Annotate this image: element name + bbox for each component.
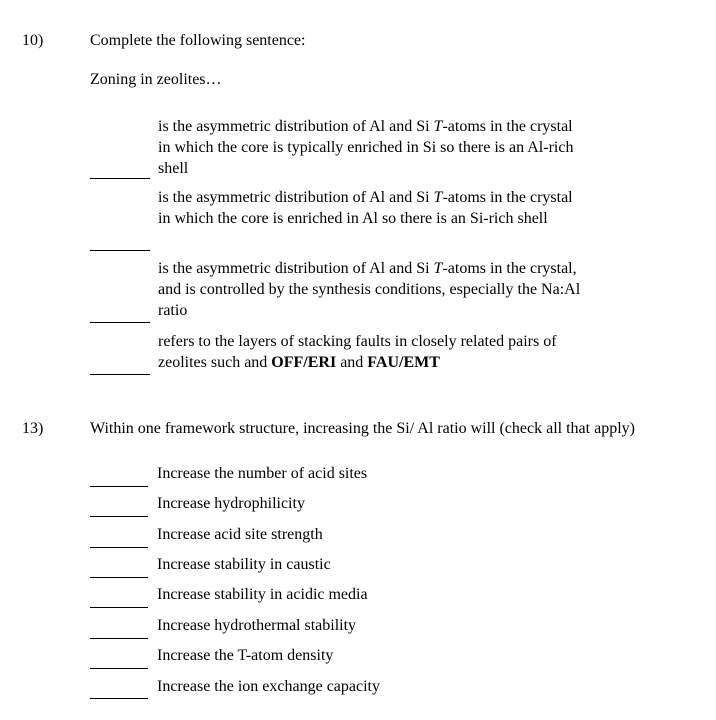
q13-answer-blank-1[interactable] [90, 486, 148, 487]
option-text: is the asymmetric distribution of Al and Si [158, 118, 434, 135]
q10-option-1 [158, 116, 588, 179]
option-text: is the asymmetric distribution of Al and Si [158, 189, 434, 206]
q13-answer-blank-6[interactable] [90, 638, 148, 639]
q13-answer-blank-8[interactable] [90, 698, 148, 699]
q10-option-4 [158, 331, 558, 373]
q13-item-7: Increase the T-atom density [157, 647, 334, 664]
bold-term: OFF/ERI [271, 354, 337, 371]
italic-t: T [433, 260, 443, 277]
q13-item-1: Increase the number of acid sites [157, 465, 368, 482]
q10-option-3 [158, 258, 588, 321]
option-text: -atoms in the crystal in which the core is enriched in Al so there is an Si-rich shell [158, 189, 573, 227]
q10-answer-blank-1[interactable] [90, 178, 150, 179]
q13-answer-blank-3[interactable] [90, 547, 148, 548]
q13-item-5: Increase stability in acidic media [157, 586, 368, 603]
option-text: is the asymmetric distribution of Al and Si [158, 260, 434, 277]
q10-option-2 [158, 187, 588, 229]
option-text: -atoms in the crystal, and is controlled by the synthesis conditions, especially the Na:Al ratio [158, 260, 581, 319]
question-13-prompt: Within one framework structure, increasing the Si/ Al ratio will (check all that apply) [90, 420, 635, 437]
option-text: and [336, 354, 368, 371]
question-10-prompt: Complete the following sentence: [90, 32, 306, 49]
q13-item-8: Increase the ion exchange capacity [157, 678, 380, 695]
q13-item-4: Increase stability in caustic [157, 556, 331, 573]
q13-answer-blank-7[interactable] [90, 668, 148, 669]
italic-t: T [433, 118, 443, 135]
question-13-number: 13) [22, 420, 44, 437]
q10-answer-blank-4[interactable] [90, 374, 150, 375]
q13-answer-blank-2[interactable] [90, 516, 148, 517]
q10-answer-blank-3[interactable] [90, 322, 150, 323]
q13-item-3: Increase acid site strength [157, 526, 323, 543]
q13-answer-blank-5[interactable] [90, 607, 148, 608]
bold-term: FAU/EMT [367, 354, 440, 371]
italic-t: T [433, 189, 443, 206]
option-text: -atoms in the crystal in which the core is typically enriched in Si so there is an Al-rich shell [158, 118, 574, 177]
question-10-number: 10) [22, 32, 44, 49]
q13-item-2: Increase hydrophilicity [157, 495, 305, 512]
q13-item-6: Increase hydrothermal stability [157, 617, 357, 634]
option-text: refers to the layers of stacking faults in closely related pairs of zeolites such and [158, 333, 557, 371]
q10-answer-blank-2[interactable] [90, 250, 150, 251]
question-10-stem: Zoning in zeolites… [90, 71, 222, 88]
q13-answer-blank-4[interactable] [90, 577, 148, 578]
